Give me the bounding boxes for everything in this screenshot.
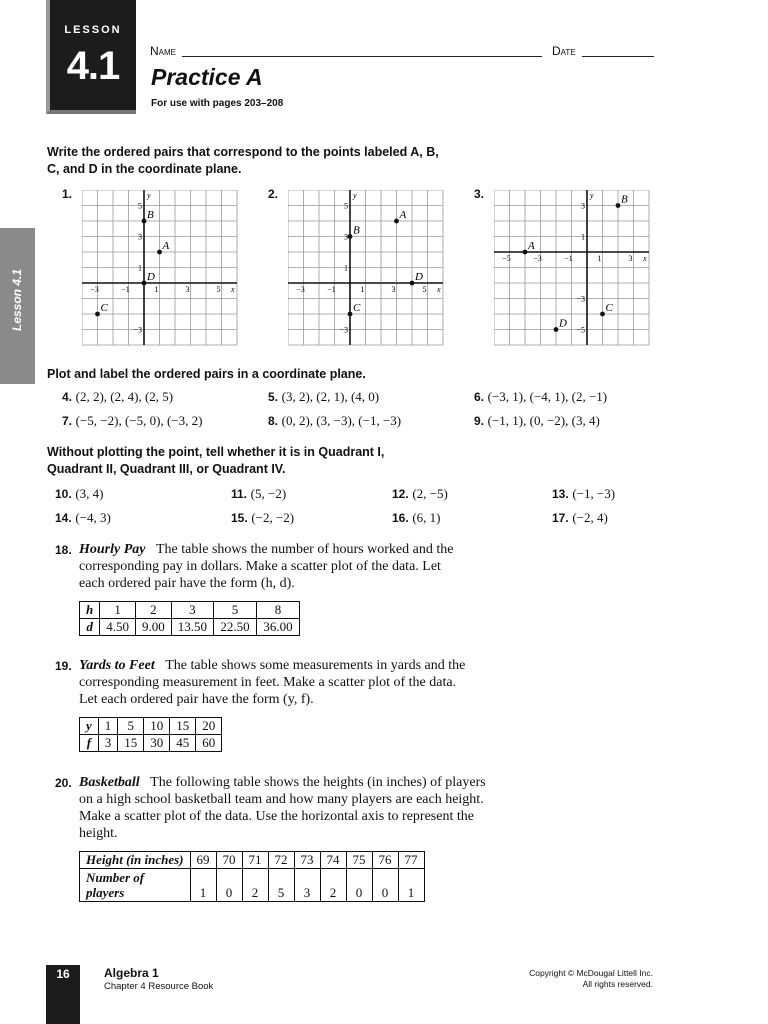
- y-axis-label: y: [590, 191, 594, 200]
- point-label-A: A: [399, 209, 407, 221]
- problem20-number: 20.: [55, 776, 72, 790]
- x-tick-label: 5: [216, 285, 221, 294]
- side-tab-label: Lesson 4.1: [10, 268, 24, 332]
- problem20-table: [79, 851, 425, 902]
- list-item: 8. (0, 2), (3, −3), (−1, −3): [268, 413, 402, 428]
- lesson-label: LESSON: [64, 24, 122, 36]
- list-item: 17. (−2, 4): [552, 510, 608, 525]
- problem20-text: Basketball The following table shows the heights (in inches) of players on a high school basketball team and how many players are each height. Make a scatter plot of the data. Use the horizontal axis to represent the height.: [79, 775, 486, 841]
- y-tick-label: 5: [344, 201, 348, 211]
- list-item: 15. (−2, −2): [231, 510, 295, 525]
- point-label-C: C: [353, 302, 361, 314]
- list-item: 14. (−4, 3): [55, 510, 111, 525]
- graph1-number: 1.: [62, 187, 73, 201]
- y-tick-label: 1: [138, 263, 142, 273]
- list-item: 12. (2, −5): [392, 486, 448, 501]
- point-label-B: B: [353, 224, 360, 237]
- point-marker-A: [394, 219, 399, 224]
- point-marker-A: [157, 250, 162, 255]
- problem19-title: Yards to Feet: [79, 658, 155, 673]
- y-tick-label: 3: [344, 232, 348, 242]
- x-tick-label: −3: [533, 254, 542, 263]
- section3-instructions-line2: Quadrant II, Quadrant III, or Quadrant IV.: [47, 462, 286, 476]
- x-tick-label: −1: [327, 285, 336, 294]
- x-tick-label: −1: [564, 254, 573, 263]
- copyright-line1: Copyright © McDougal Littell Inc.: [529, 968, 653, 978]
- section1-instructions: [47, 144, 647, 178]
- y-tick-label: 1: [581, 232, 585, 242]
- lesson-number: 4.1: [66, 44, 120, 88]
- list-item: 6. (−3, 1), (−4, 1), (2, −1): [474, 389, 608, 404]
- point-marker-C: [348, 312, 353, 317]
- point-label-A: A: [162, 240, 170, 252]
- page-number: 16: [56, 967, 70, 981]
- page-number-box: [46, 965, 80, 1024]
- copyright-line2: All rights reserved.: [582, 979, 653, 989]
- graph3-number: 3.: [474, 187, 485, 201]
- point-label-C: C: [605, 302, 613, 314]
- point-label-B: B: [147, 209, 154, 221]
- x-axis-label: x: [231, 285, 235, 294]
- point-label-A: A: [528, 240, 535, 252]
- point-label-D: D: [147, 271, 155, 283]
- section3-instructions: [47, 444, 384, 478]
- y-tick-label: 5: [138, 201, 142, 211]
- lesson-badge: [46, 0, 136, 114]
- problem20-title: Basketball: [79, 775, 140, 790]
- y-axis-label: y: [353, 191, 357, 200]
- side-tab: [0, 228, 35, 384]
- x-tick-label: 5: [422, 285, 427, 294]
- problem19-table: [79, 717, 222, 752]
- point-marker-D: [410, 281, 415, 286]
- x-tick-label: 1: [154, 285, 159, 294]
- name-label: Name: [150, 44, 177, 58]
- problem18-text: Hourly Pay The table shows the number of hours worked and the corresponding pay in dollars. Make a scatter plot of the data. Let each ordered pair have the form (h, d).: [79, 542, 454, 591]
- x-tick-label: 3: [628, 254, 633, 263]
- graph2-number: 2.: [268, 187, 279, 201]
- list-item: 16. (6, 1): [392, 510, 441, 525]
- problem19-text: Yards to Feet The table shows some measurements in yards and the corresponding measurement in feet. Make a scatter plot of the data. Let each ordered pair have the form (y, f).: [79, 658, 466, 707]
- y-tick-label: 3: [581, 201, 585, 211]
- point-marker-D: [554, 327, 559, 332]
- date-field-line[interactable]: [582, 56, 654, 57]
- date-label: Date: [552, 44, 576, 58]
- point-marker-D: [142, 281, 147, 286]
- list-item: 5. (3, 2), (2, 1), (4, 0): [268, 389, 380, 404]
- point-marker-B: [348, 234, 353, 239]
- problem18-table: [79, 601, 300, 636]
- y-tick-label: −5: [576, 325, 585, 335]
- coordinate-graph-3: [494, 190, 650, 350]
- problem18-title: Hourly Pay: [79, 542, 146, 557]
- point-marker-B: [616, 203, 621, 208]
- list-item: 10. (3, 4): [55, 486, 104, 501]
- coordinate-graph-2: [288, 190, 444, 350]
- x-tick-label: 1: [360, 285, 365, 294]
- table-row: d 4.50 9.00 13.50 22.50 36.00: [80, 619, 300, 636]
- point-marker-C: [95, 312, 100, 317]
- list-item: 4. (2, 2), (2, 4), (2, 5): [62, 389, 174, 404]
- y-tick-label: −3: [339, 325, 348, 335]
- list-item: 7. (−5, −2), (−5, 0), (−3, 2): [62, 413, 203, 428]
- coordinate-graph-1: [82, 190, 238, 350]
- point-marker-C: [600, 312, 605, 317]
- section1-instructions-line1: Write the ordered pairs that correspond to the points labeled A, B,: [47, 145, 439, 159]
- list-item: 9. (−1, 1), (0, −2), (3, 4): [474, 413, 600, 428]
- point-label-D: D: [559, 317, 567, 330]
- page-subtitle: For use with pages 203–208: [151, 98, 284, 109]
- y-axis-label: y: [147, 191, 151, 200]
- y-tick-label: 1: [344, 263, 348, 273]
- x-tick-label: −5: [502, 254, 511, 263]
- x-axis-label: x: [643, 254, 647, 263]
- table-row: f 3 15 30 45 60: [80, 735, 222, 752]
- page-title: Practice A: [151, 64, 263, 90]
- y-tick-label: −3: [576, 294, 585, 304]
- table-row: Number of players 1 0 2 5 3 2 0 0 1: [80, 869, 425, 902]
- problem18-number: 18.: [55, 543, 72, 557]
- problem19-number: 19.: [55, 659, 72, 673]
- table-row: Height (in inches) 69 70 71 72 73 74 75 76 77: [80, 852, 425, 869]
- point-label-C: C: [100, 302, 108, 314]
- point-label-D: D: [415, 271, 423, 283]
- point-marker-B: [142, 219, 147, 224]
- table-row: y 1 5 10 15 20: [80, 718, 222, 735]
- point-marker-A: [523, 250, 528, 255]
- x-tick-label: 1: [597, 254, 602, 263]
- x-tick-label: −1: [121, 285, 130, 294]
- section2-instructions: Plot and label the ordered pairs in a coordinate plane.: [47, 367, 366, 381]
- list-item: 11. (5, −2): [231, 486, 287, 501]
- section3-instructions-line1: Without plotting the point, tell whether it is in Quadrant I,: [47, 445, 385, 459]
- y-tick-label: −3: [133, 325, 142, 335]
- section1-instructions-line2: C, and D in the coordinate plane.: [47, 162, 242, 176]
- copyright: [470, 968, 653, 990]
- table-row: h 1 2 3 5 8: [80, 602, 300, 619]
- point-label-B: B: [621, 193, 628, 206]
- x-tick-label: 3: [391, 285, 396, 294]
- y-tick-label: 3: [138, 232, 142, 242]
- list-item: 13. (−1, −3): [552, 486, 616, 501]
- x-tick-label: −3: [90, 285, 99, 294]
- x-axis-label: x: [437, 285, 441, 294]
- book-title: Algebra 1: [104, 966, 159, 980]
- x-tick-label: −3: [296, 285, 305, 294]
- book-subtitle: Chapter 4 Resource Book: [104, 981, 214, 992]
- name-field-line[interactable]: [182, 56, 542, 57]
- x-tick-label: 3: [185, 285, 190, 294]
